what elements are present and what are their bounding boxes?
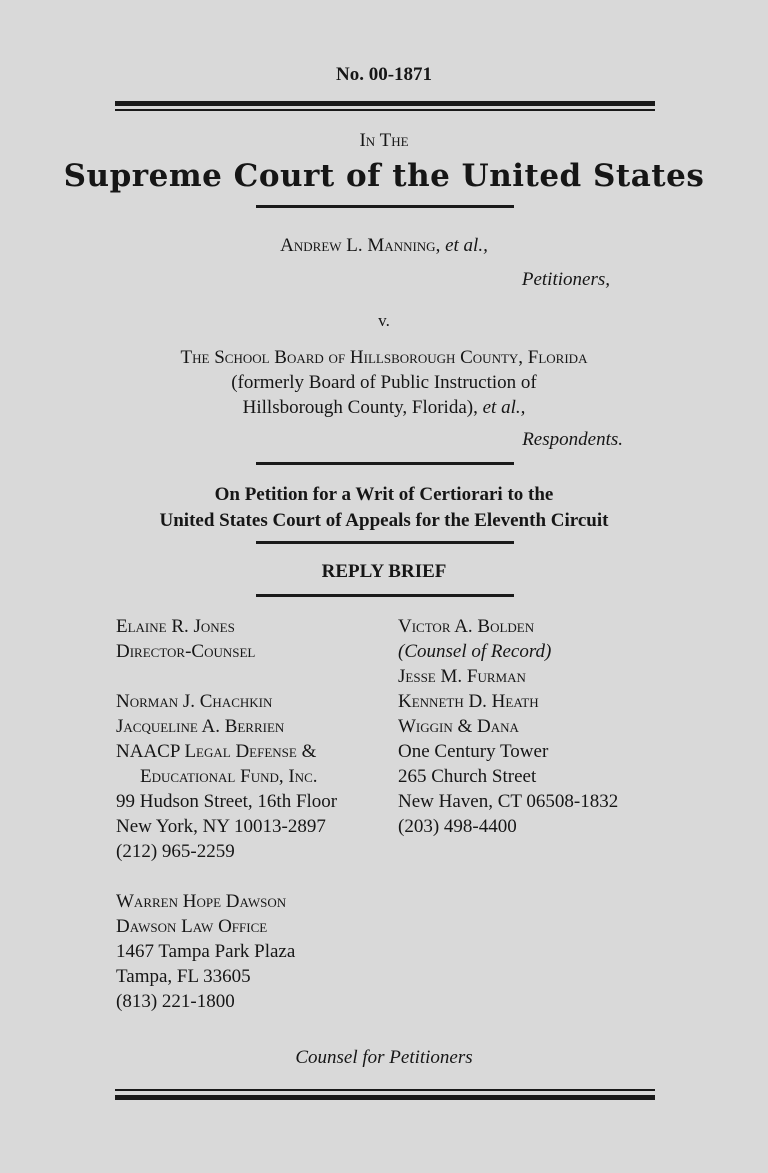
respondent-line3-text: Hillsborough County, Florida), [242,397,483,418]
right-counsel-column [398,614,668,839]
petition-heading [0,482,768,534]
phone-number: (212) 965-2259 [116,841,235,862]
counsel-name: Jesse M. Furman [398,666,526,687]
respondent-line1: The School Board of Hillsborough County, Florida [180,347,588,368]
address-building: One Century Tower [398,741,549,762]
petitioner-et-al: et al., [445,235,488,256]
counsel-of-record: (Counsel of Record) [398,641,552,662]
phone-number: (203) 498-4400 [398,816,517,837]
counsel-title: Director-Counsel [116,641,256,662]
phone-number: (813) 221-1800 [116,991,235,1012]
address-street: 99 Hudson Street, 16th Floor [116,791,338,812]
address-city: Tampa, FL 33605 [116,966,251,987]
counsel-name: Elaine R. Jones [116,616,235,637]
counsel-for-petitioners: Counsel for Petitioners [295,1047,473,1068]
petition-line2: United States Court of Appeals for the Eleventh Circuit [159,510,609,531]
respondent-et-al: et al., [482,397,526,418]
divider-rule [256,462,514,465]
court-name: Supreme Court of the United States [63,158,705,194]
left-counsel-column [116,614,396,1014]
counsel-name: Warren Hope Dawson [116,891,287,912]
organization-name-cont: Educational Fund, Inc. [140,766,318,787]
divider-rule [256,205,514,208]
respondents-label: Respondents. [522,429,623,450]
petition-line1: On Petition for a Writ of Certiorari to the [214,484,554,505]
respondent-block [0,345,768,420]
organization-name: NAACP Legal Defense & [116,741,317,762]
address-city: New York, NY 10013-2897 [116,816,326,837]
organization-name: Dawson Law Office [116,916,268,937]
petitioner-name [0,235,768,257]
divider-rule [256,594,514,597]
respondent-line3 [0,395,768,420]
respondent-line2: (formerly Board of Public Instruction of [231,372,537,393]
counsel-name: Kenneth D. Heath [398,691,539,712]
top-rule-thin [115,109,655,111]
counsel-name: Norman J. Chachkin [116,691,273,712]
in-the-heading: In The [359,130,409,151]
versus: v. [378,311,390,330]
top-rule-thick [115,101,655,106]
address-street: 265 Church Street [398,766,537,787]
brief-title: REPLY BRIEF [321,561,447,582]
organization-name: Wiggin & Dana [398,716,519,737]
bottom-rule-thin [115,1089,655,1091]
docket-number: No. 00-1871 [335,64,433,85]
petitioner-name-text: Andrew L. Manning, [280,235,446,256]
divider-rule [256,541,514,544]
address-city: New Haven, CT 06508-1832 [398,791,619,812]
address-street: 1467 Tampa Park Plaza [116,941,296,962]
counsel-name: Victor A. Bolden [398,616,535,637]
counsel-name: Jacqueline A. Berrien [116,716,285,737]
petitioners-label: Petitioners, [521,269,610,290]
bottom-rule-thick [115,1095,655,1100]
